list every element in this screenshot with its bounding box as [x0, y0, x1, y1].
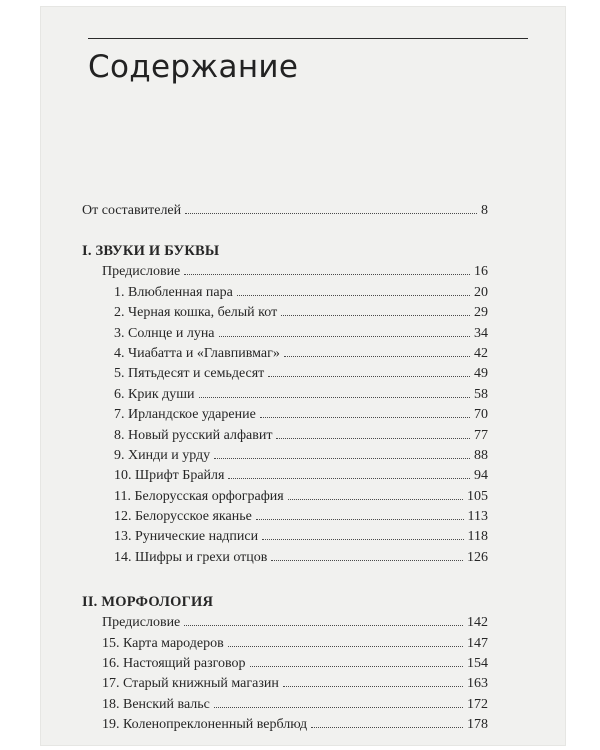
toc-entry-page: 88 [474, 447, 488, 463]
toc-entry[interactable] [82, 283, 488, 303]
toc-entry-page: 105 [467, 488, 488, 504]
dot-leader [271, 560, 463, 561]
toc-entry-page: 113 [467, 509, 488, 525]
dot-leader [288, 499, 463, 500]
toc-entry-page: 154 [467, 656, 488, 672]
toc-entry-page: 163 [467, 676, 488, 692]
toc-entry-label: 9. Хинди и урду [114, 447, 211, 463]
toc-entry[interactable] [82, 548, 488, 568]
toc-entry-page: 58 [474, 386, 488, 402]
spacer [82, 568, 488, 591]
toc-entry-page: 49 [474, 366, 488, 382]
toc-entry-page: 70 [474, 407, 488, 423]
dot-leader [284, 356, 470, 357]
toc-entry-page: 34 [474, 325, 488, 341]
toc-entry-page: 118 [467, 529, 488, 545]
toc-entry[interactable] [82, 487, 488, 507]
toc-entry-page: 20 [474, 284, 488, 300]
toc-entry[interactable] [82, 405, 488, 425]
toc-entry-preface[interactable] [82, 613, 488, 633]
dot-leader [276, 438, 470, 439]
toc-entry-page: 29 [474, 305, 488, 321]
toc-entry-label: 10. Шрифт Брайля [114, 468, 225, 484]
toc-entry[interactable] [82, 446, 488, 466]
toc-entry-page: 178 [467, 717, 488, 733]
table-of-contents [82, 201, 488, 736]
toc-entry[interactable] [82, 426, 488, 446]
section-heading[interactable]: I. ЗВУКИ И БУКВЫ [82, 243, 220, 260]
dot-leader [262, 539, 463, 540]
dot-leader [250, 666, 463, 667]
toc-entry-label: 14. Шифры и грехи отцов [114, 549, 268, 565]
toc-entry-label: 19. Коленопреклоненный верблюд [102, 717, 308, 733]
dot-leader [237, 295, 470, 296]
toc-entry-label: 5. Пятьдесят и семьдесят [114, 366, 265, 382]
dot-leader [228, 478, 470, 479]
toc-entry-label: 15. Карта мародеров [102, 635, 224, 651]
toc-entry-label: Предисловие [102, 615, 181, 631]
toc-entry-intro[interactable] [82, 201, 488, 221]
toc-entry[interactable] [82, 507, 488, 527]
top-rule [88, 38, 528, 39]
dot-leader [199, 397, 470, 398]
toc-entry-label: 13. Рунические надписи [114, 529, 259, 545]
toc-entry-preface[interactable] [82, 262, 488, 282]
toc-entry[interactable] [82, 303, 488, 323]
dot-leader [214, 458, 470, 459]
dot-leader [214, 707, 463, 708]
toc-entry-label: Предисловие [102, 264, 181, 280]
dot-leader [281, 315, 470, 316]
toc-entry-label: 16. Настоящий разговор [102, 656, 246, 672]
toc-entry[interactable] [82, 634, 488, 654]
toc-entry-label: 11. Белорусская орфография [114, 488, 284, 504]
dot-leader [268, 376, 470, 377]
toc-entry-label: 17. Старый книжный магазин [102, 676, 279, 692]
toc-entry-label: 18. Венский вальс [102, 696, 210, 712]
toc-entry-page: 16 [474, 264, 488, 280]
toc-entry-page: 126 [467, 549, 488, 565]
toc-entry-label: 1. Влюбленная пара [114, 284, 233, 300]
toc-entry-page: 142 [467, 615, 488, 631]
page-title: Содержание [88, 49, 299, 85]
toc-entry[interactable] [82, 674, 488, 694]
toc-entry-page: 94 [474, 468, 488, 484]
toc-entry-page: 8 [481, 203, 488, 218]
toc-entry-label: От составителей [82, 203, 182, 218]
dot-leader [311, 727, 463, 728]
toc-entry-label: 12. Белорусское яканье [114, 509, 252, 525]
toc-entry-page: 172 [467, 696, 488, 712]
dot-leader [228, 646, 463, 647]
section-heading[interactable]: II. МОРФОЛОГИЯ [82, 594, 214, 611]
toc-entry-page: 147 [467, 635, 488, 651]
dot-leader [219, 336, 470, 337]
toc-entry-label: 4. Чиабатта и «Главпивмаг» [114, 345, 280, 361]
toc-entry-page: 42 [474, 345, 488, 361]
toc-entry[interactable] [82, 385, 488, 405]
toc-entry-label: 2. Черная кошка, белый кот [114, 305, 278, 321]
dot-leader [256, 519, 464, 520]
toc-entry[interactable] [82, 344, 488, 364]
toc-entry[interactable] [82, 527, 488, 547]
toc-entry-label: 6. Крик души [114, 386, 195, 402]
dot-leader [184, 625, 463, 626]
dot-leader [185, 213, 477, 214]
toc-entry[interactable] [82, 364, 488, 384]
toc-entry[interactable] [82, 695, 488, 715]
toc-entry[interactable] [82, 654, 488, 674]
dot-leader [184, 274, 470, 275]
book-page [40, 6, 566, 746]
toc-entry-label: 3. Солнце и луна [114, 325, 215, 341]
toc-entry-page: 77 [474, 427, 488, 443]
toc-entry-label: 7. Ирландское ударение [114, 407, 256, 423]
dot-leader [260, 417, 470, 418]
toc-entry[interactable] [82, 324, 488, 344]
toc-entry-label: 8. Новый русский алфавит [114, 427, 273, 443]
toc-entry[interactable] [82, 466, 488, 486]
dot-leader [283, 686, 463, 687]
toc-entry[interactable] [82, 715, 488, 735]
spacer [82, 221, 488, 240]
